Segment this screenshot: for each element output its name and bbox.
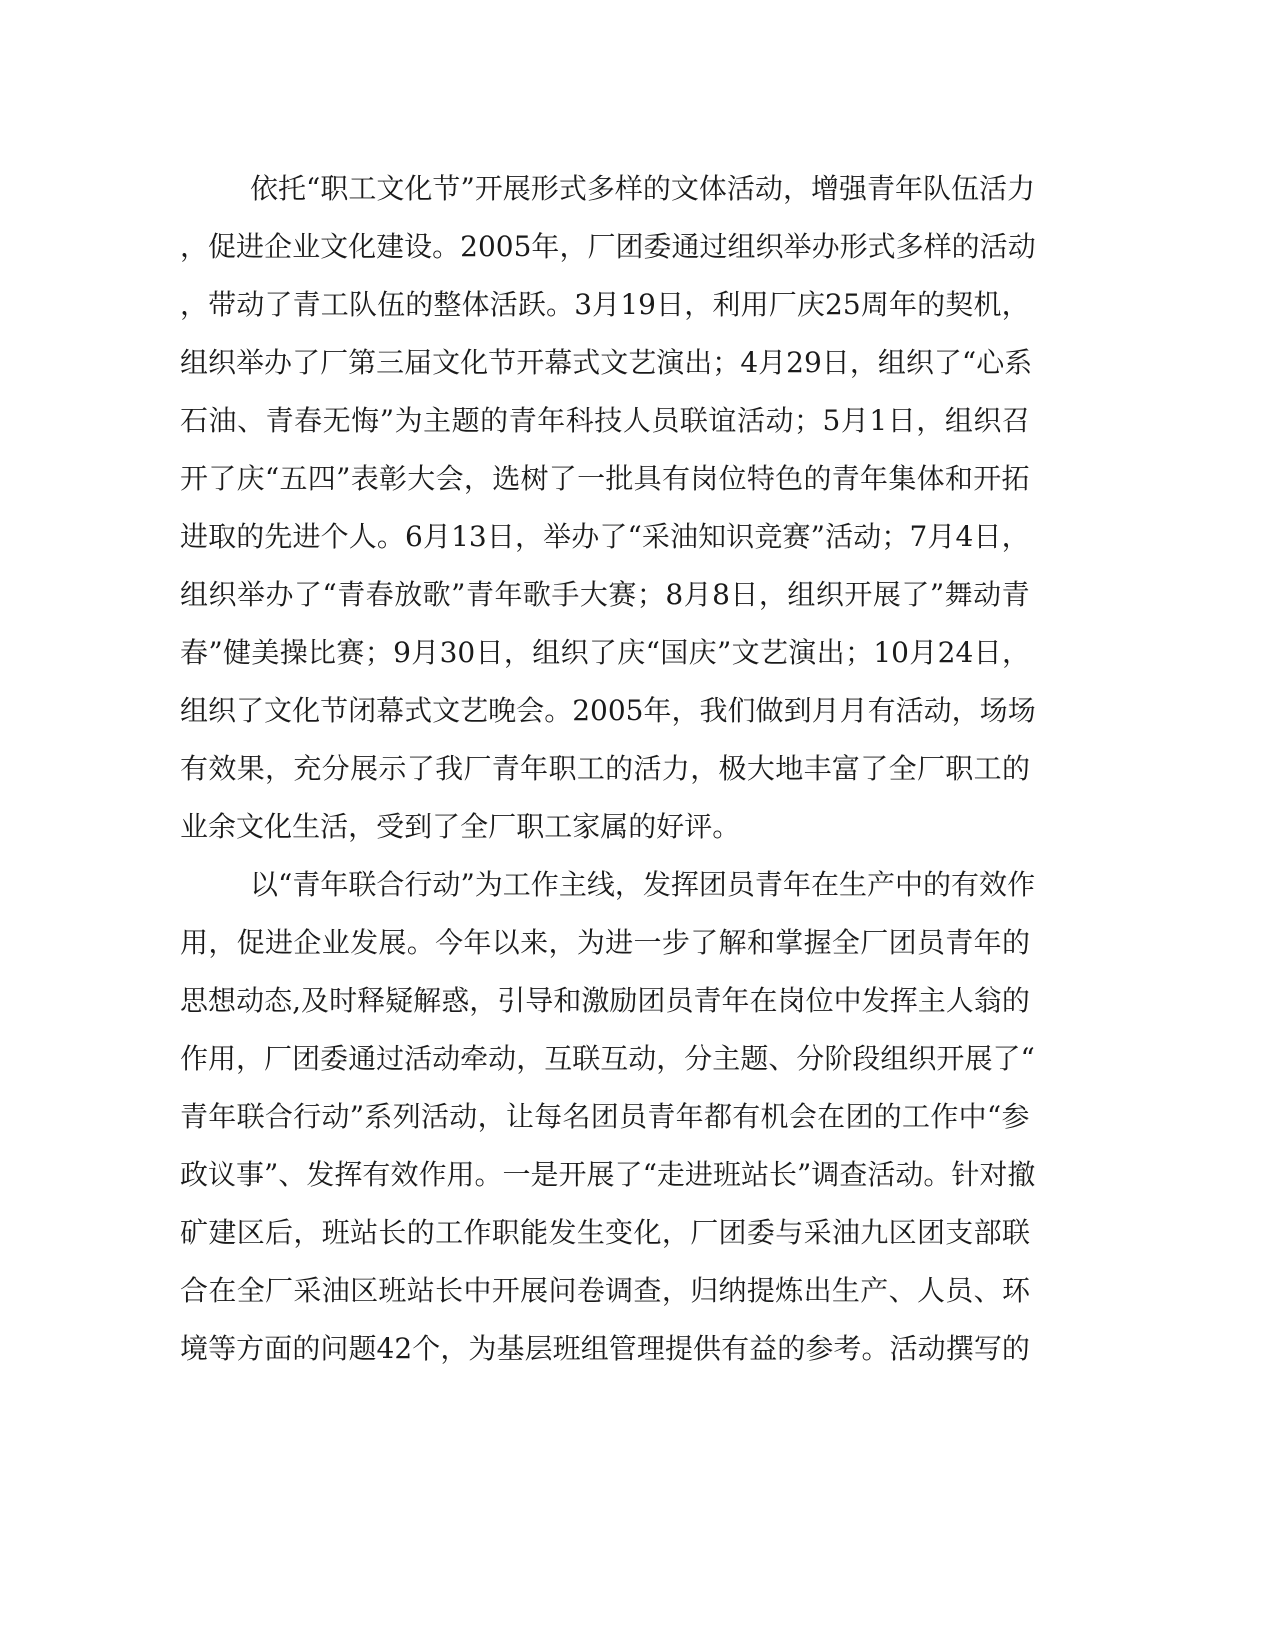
paragraph-1-line-5: 石 油 、 青 春 无 悔 ” 为 主 题 的 青 年 科 技 人 员 联 谊 活 动 ； 5 月 1 日 ， 组 织 召 bbox=[180, 404, 1030, 437]
paragraph-2-line-4: 作 用 ， 厂 团 委 通 过 活 动 牵 动 ， 互 联 互 动 ， 分 主 题 、 分 阶 段 组 织 开 展 了 “ bbox=[180, 1042, 1035, 1075]
paragraph-1-line-1: 依 托 “ 职 工 文 化 节 ” 开 展 形 式 多 样 的 文 体 活 动 ， 增 强 青 年 队 伍 活 力 bbox=[250, 172, 1036, 205]
paragraph-1-line-8: 组 织 举 办 了 “ 青 春 放 歌 ” 青 年 歌 手 大 赛 ； 8 月 8 日 ， 组 织 开 展 了 ” 舞 动 青 bbox=[180, 578, 1030, 611]
paragraph-1-line-10: 组 织 了 文 化 节 闭 幕 式 文 艺 晚 会 。 2005 年 ， 我 们 做 到 月 月 有 活 动 ， 场 场 bbox=[180, 694, 1036, 727]
paragraph-1-line-6: 开 了 庆 “ 五 四 ” 表 彰 大 会 ， 选 树 了 一 批 具 有 岗 位 特 色 的 青 年 集 体 和 开 拓 bbox=[180, 462, 1030, 495]
paragraph-2-line-2: 用 ， 促 进 企 业 发 展 。 今 年 以 来 ， 为 进 一 步 了 解 和 掌 握 全 厂 团 员 青 年 的 bbox=[180, 926, 1030, 959]
paragraph-1-line-2: ， 促 进 企 业 文 化 建 设 。 2005 年 ， 厂 团 委 通 过 组 织 举 办 形 式 多 样 的 活 动 bbox=[180, 230, 1036, 263]
paragraph-2-line-8: 合 在 全 厂 采 油 区 班 站 长 中 开 展 问 卷 调 查 ， 归 纳 提 炼 出 生 产 、 人 员 、 环 bbox=[180, 1274, 1030, 1307]
paragraph-1-line-9: 春 ” 健 美 操 比 赛 ； 9 月 30 日 ， 组 织 了 庆 “ 国 庆 ” 文 艺 演 出 ； 10 月 24 日 ， bbox=[180, 636, 1030, 669]
paragraph-2-line-3: 思 想 动 态 , 及 时 释 疑 解 惑 ， 引 导 和 激 励 团 员 青 年 在 岗 位 中 发 挥 主 人 翁 的 bbox=[180, 984, 1030, 1017]
paragraph-1-line-7: 进 取 的 先 进 个 人 。 6 月 13 日 ， 举 办 了 “ 采 油 知 识 竞 赛 ” 活 动 ； 7 月 4 日 ， bbox=[180, 520, 1030, 553]
paragraph-1-line-12: 业 余 文 化 生 活 ， 受 到 了 全 厂 职 工 家 属 的 好 评 。 bbox=[180, 810, 741, 843]
paragraph-1-line-11: 有 效 果 ， 充 分 展 示 了 我 厂 青 年 职 工 的 活 力 ， 极 大 地 丰 富 了 全 厂 职 工 的 bbox=[180, 752, 1030, 785]
paragraph-2-line-7: 矿 建 区 后 ， 班 站 长 的 工 作 职 能 发 生 变 化 ， 厂 团 委 与 采 油 九 区 团 支 部 联 bbox=[180, 1216, 1030, 1249]
paragraph-1-line-4: 组 织 举 办 了 厂 第 三 届 文 化 节 开 幕 式 文 艺 演 出 ； 4 月 29 日 ， 组 织 了 “ 心 系 bbox=[180, 346, 1033, 379]
paragraph-2-line-1: 以 “ 青 年 联 合 行 动 ” 为 工 作 主 线 ， 发 挥 团 员 青 年 在 生 产 中 的 有 效 作 bbox=[250, 868, 1036, 901]
paragraph-2-line-9: 境 等 方 面 的 问 题 42 个 ， 为 基 层 班 组 管 理 提 供 有 益 的 参 考 。 活 动 撰 写 的 bbox=[180, 1332, 1030, 1365]
paragraph-2-line-6: 政 议 事 ” 、 发 挥 有 效 作 用 。 一 是 开 展 了 “ 走 进 班 站 长 ” 调 查 活 动 。 针 对 撤 bbox=[180, 1158, 1036, 1191]
paragraph-2-line-5: 青 年 联 合 行 动 ” 系 列 活 动 ， 让 每 名 团 员 青 年 都 有 机 会 在 团 的 工 作 中 “ 参 bbox=[180, 1100, 1030, 1133]
paragraph-1-line-3: ， 带 动 了 青 工 队 伍 的 整 体 活 跃 。 3 月 19 日 ， 利 用 厂 庆 25 周 年 的 契 机 ， bbox=[180, 288, 1030, 321]
body-text bbox=[180, 160, 1036, 1378]
